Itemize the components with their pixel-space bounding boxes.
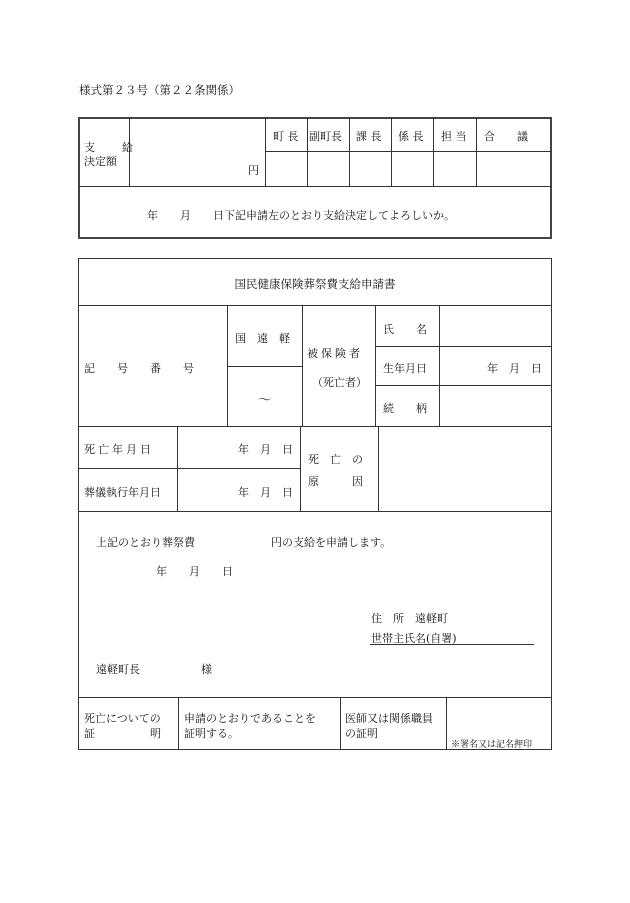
divider bbox=[375, 346, 552, 347]
address-label: 住 所 遠軽町 bbox=[371, 612, 448, 625]
divider bbox=[265, 151, 552, 152]
divider bbox=[375, 305, 376, 426]
relation-label: 続 柄 bbox=[383, 402, 427, 415]
divider bbox=[446, 697, 447, 750]
death-date-value: 年 月 日 bbox=[238, 443, 293, 456]
request-text-start: 上記のとおり葬祭費 bbox=[96, 536, 195, 549]
application-form bbox=[78, 258, 552, 750]
divider bbox=[349, 117, 350, 186]
cert-text-line1: 申請のとおりであることを bbox=[184, 712, 316, 725]
divider bbox=[78, 468, 300, 469]
signature-line bbox=[370, 644, 534, 645]
request-date: 年 月 日 bbox=[156, 565, 233, 578]
divider bbox=[177, 426, 178, 511]
request-text-end: 円の支給を申請します。 bbox=[271, 536, 392, 549]
col-in-charge: 担 当 bbox=[441, 130, 467, 143]
dob-value: 年 月 日 bbox=[487, 362, 542, 375]
decision-text: 年 月 日下記申請左のとおり支給決定してよろしいか。 bbox=[147, 209, 455, 222]
col-town-mayor: 町 長 bbox=[273, 130, 299, 143]
divider bbox=[300, 426, 301, 511]
divider bbox=[227, 366, 302, 367]
col-deputy-mayor: 副町長 bbox=[309, 130, 342, 143]
yen-unit: 円 bbox=[248, 164, 259, 177]
cause-label-line1: 死 亡 の bbox=[308, 453, 363, 466]
divider bbox=[439, 305, 440, 426]
doctor-label-line1: 医師又は関係職員 bbox=[345, 712, 433, 725]
divider bbox=[375, 385, 552, 386]
divider bbox=[78, 186, 552, 187]
doctor-label-line2: の証明 bbox=[345, 727, 378, 740]
addressee-suffix: 様 bbox=[201, 663, 212, 676]
death-date-label: 死亡年月日 bbox=[84, 443, 154, 456]
cert-label-line1: 死亡についての bbox=[84, 712, 161, 725]
cert-label-line2: 証 明 bbox=[84, 727, 161, 740]
divider bbox=[78, 697, 552, 698]
divider bbox=[78, 426, 552, 427]
cert-text-line2: 証明する。 bbox=[184, 727, 239, 740]
application-title: 国民健康保険葬祭費支給申請書 bbox=[234, 277, 396, 291]
divider bbox=[178, 697, 179, 750]
amount-label-line2: 決定額 bbox=[84, 155, 117, 168]
divider bbox=[302, 305, 303, 426]
cause-label-line2: 原 因 bbox=[308, 475, 363, 488]
amount-label-line1: 支 給 bbox=[84, 141, 141, 154]
divider bbox=[391, 117, 392, 186]
symbol-number-label: 記 号 番 号 bbox=[84, 362, 194, 375]
householder-label: 世帯主氏名(自署) bbox=[371, 632, 457, 645]
divider bbox=[378, 426, 379, 511]
funeral-date-label: 葬儀執行年月日 bbox=[84, 486, 161, 499]
col-section-chief: 課 長 bbox=[356, 130, 382, 143]
kuni-engaru-label: 国 遠 軽 bbox=[235, 332, 290, 345]
insured-label: 被保険者 bbox=[307, 347, 363, 360]
deceased-label: （死亡者） bbox=[312, 376, 367, 389]
divider bbox=[476, 117, 477, 186]
divider bbox=[78, 511, 552, 512]
name-label: 氏 名 bbox=[383, 323, 427, 336]
divider bbox=[227, 305, 228, 426]
divider bbox=[265, 117, 266, 186]
form-number-title: 様式第２３号（第２２条関係） bbox=[79, 83, 240, 97]
funeral-date-value: 年 月 日 bbox=[238, 486, 293, 499]
col-subsection-chief: 係 長 bbox=[398, 130, 424, 143]
dob-label: 生年月日 bbox=[383, 362, 427, 375]
divider bbox=[78, 305, 552, 306]
col-consultation: 合 議 bbox=[484, 130, 528, 143]
divider bbox=[433, 117, 434, 186]
addressee: 遠軽町長 bbox=[96, 663, 140, 676]
divider bbox=[340, 697, 341, 750]
seal-note: ※署名又は記名押印 bbox=[451, 740, 533, 750]
tilde-separator: ～ bbox=[258, 393, 272, 408]
divider bbox=[307, 117, 308, 186]
